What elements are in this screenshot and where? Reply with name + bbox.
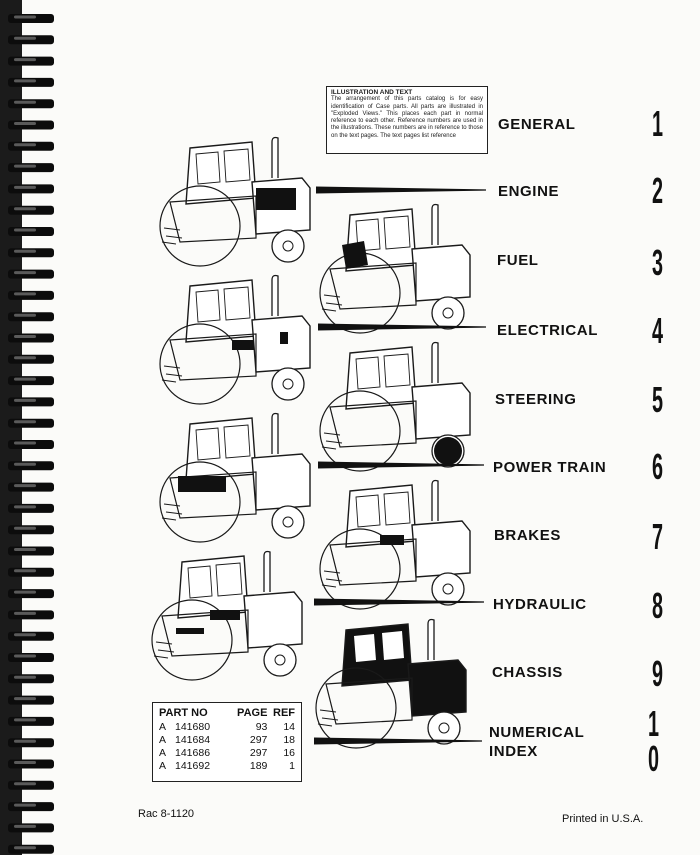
row-page: 93: [255, 721, 268, 733]
section-label-power-train[interactable]: POWER TRAIN: [493, 459, 607, 476]
front-wheel: [428, 712, 460, 744]
exhaust-stack: [432, 343, 438, 384]
row-page: 297: [249, 734, 268, 746]
section-number-general: 1: [652, 103, 664, 144]
section-number-power-train: 6: [652, 446, 664, 487]
row-prefix: A: [159, 760, 167, 772]
printed-in-note: Printed in U.S.A.: [562, 813, 644, 825]
row-prefix: A: [159, 734, 167, 746]
front-wheel: [272, 368, 304, 400]
section-number-steering: 5: [652, 379, 664, 420]
row-ref: 18: [283, 734, 295, 746]
section-number-index-digit-0: 0: [648, 738, 660, 779]
tractor-power-train: [160, 414, 310, 543]
highlight-steering: [434, 437, 462, 465]
front-wheel: [432, 297, 464, 329]
section-label-brakes[interactable]: BRAKES: [494, 527, 561, 544]
highlight-fuel: [342, 241, 368, 269]
highlight-hydraulic: [176, 628, 204, 634]
section-label-index[interactable]: INDEX: [489, 743, 538, 760]
illustration-box-title: ILLUSTRATION AND TEXT: [331, 89, 413, 96]
tractor-cab: [186, 418, 256, 480]
front-wheel: [272, 506, 304, 538]
tractor-body: [330, 401, 416, 447]
section-number-index-digit-1: 1: [648, 703, 660, 744]
pointer-engine: [316, 187, 486, 194]
row-page: 189: [249, 760, 268, 772]
section-label-steering[interactable]: STEERING: [495, 391, 577, 408]
exhaust-stack: [428, 620, 434, 661]
tractor-chassis: [316, 620, 466, 749]
row-ref: 16: [283, 747, 295, 759]
table-row: [159, 747, 295, 760]
section-number-electrical: 4: [652, 310, 664, 351]
header-ref: REF: [273, 707, 295, 719]
row-part-no: 141686: [175, 747, 211, 759]
front-wheel: [272, 230, 304, 262]
cab-window: [382, 631, 404, 660]
tractor-body: [170, 196, 256, 242]
row-part-no: 141684: [175, 734, 211, 746]
exhaust-stack: [272, 414, 278, 455]
tractor-hood: [408, 660, 466, 716]
tractor-electrical: [160, 276, 310, 405]
header-part-no: PART NO: [159, 707, 208, 719]
catalog-code: Rac 8-1120: [138, 808, 195, 820]
row-prefix: A: [159, 721, 167, 733]
illustration-box-body: The arrangement of this parts catalog is for easy identification of Case parts. All parts are illustrated in "Exploded Views." This places each part in normal reference to each other. Reference numbers are used in the illustrations. These numbers are in reference to those on the text pages. The text pages list reference: [331, 96, 483, 139]
exhaust-stack: [432, 481, 438, 522]
section-label-numerical[interactable]: NUMERICAL: [489, 724, 585, 741]
parts-table: [152, 702, 302, 782]
table-row: [159, 760, 295, 773]
section-number-chassis: 9: [652, 653, 664, 694]
tractor-hydraulic: [152, 552, 302, 681]
pointer-electrical: [318, 324, 486, 331]
front-wheel: [432, 573, 464, 605]
exhaust-stack: [272, 276, 278, 317]
section-number-brakes: 7: [652, 516, 664, 557]
tractor-cab: [346, 347, 416, 409]
highlight-engine: [256, 188, 296, 210]
tractor-hood: [252, 454, 310, 510]
section-label-engine[interactable]: ENGINE: [498, 183, 560, 200]
tractor-body: [330, 263, 416, 309]
table-row: [159, 721, 295, 734]
highlight-power-train: [178, 476, 226, 492]
section-label-chassis[interactable]: CHASSIS: [492, 664, 563, 681]
row-part-no: 141680: [175, 721, 211, 733]
exhaust-stack: [264, 552, 270, 593]
highlight-electrical: [280, 332, 288, 344]
highlight-hydraulic: [210, 610, 240, 620]
row-part-no: 141692: [175, 760, 211, 772]
row-ref: 1: [289, 760, 295, 772]
table-row: [159, 734, 295, 747]
front-wheel: [264, 644, 296, 676]
section-label-general[interactable]: GENERAL: [498, 116, 576, 133]
section-number-hydraulic: 8: [652, 585, 664, 626]
tractor-hood: [412, 383, 470, 439]
tractor-fuel: [320, 205, 470, 334]
row-prefix: A: [159, 747, 167, 759]
tractor-engine: [160, 138, 310, 267]
exhaust-stack: [272, 138, 278, 179]
row-ref: 14: [283, 721, 295, 733]
row-page: 297: [249, 747, 268, 759]
highlight-electrical: [232, 340, 254, 350]
section-number-engine: 2: [652, 170, 664, 211]
tractor-cab: [186, 142, 256, 204]
exhaust-stack: [432, 205, 438, 246]
tractor-hood: [412, 521, 470, 577]
tractor-cab: [178, 556, 248, 618]
tractor-body: [330, 539, 416, 585]
parts-table-header: [159, 707, 295, 719]
tractor-body: [326, 678, 412, 724]
header-page: PAGE: [237, 707, 268, 719]
tractor-hood: [244, 592, 302, 648]
highlight-brakes: [380, 535, 404, 545]
tractor-brakes: [320, 481, 470, 610]
section-number-fuel: 3: [652, 242, 664, 283]
cab-window: [354, 634, 376, 662]
tractor-cab: [186, 280, 256, 342]
tractor-steering: [320, 343, 470, 472]
tractor-hood: [412, 245, 470, 301]
section-label-electrical[interactable]: ELECTRICAL: [497, 322, 598, 339]
section-label-hydraulic[interactable]: HYDRAULIC: [493, 596, 587, 613]
section-label-fuel[interactable]: FUEL: [497, 252, 539, 269]
